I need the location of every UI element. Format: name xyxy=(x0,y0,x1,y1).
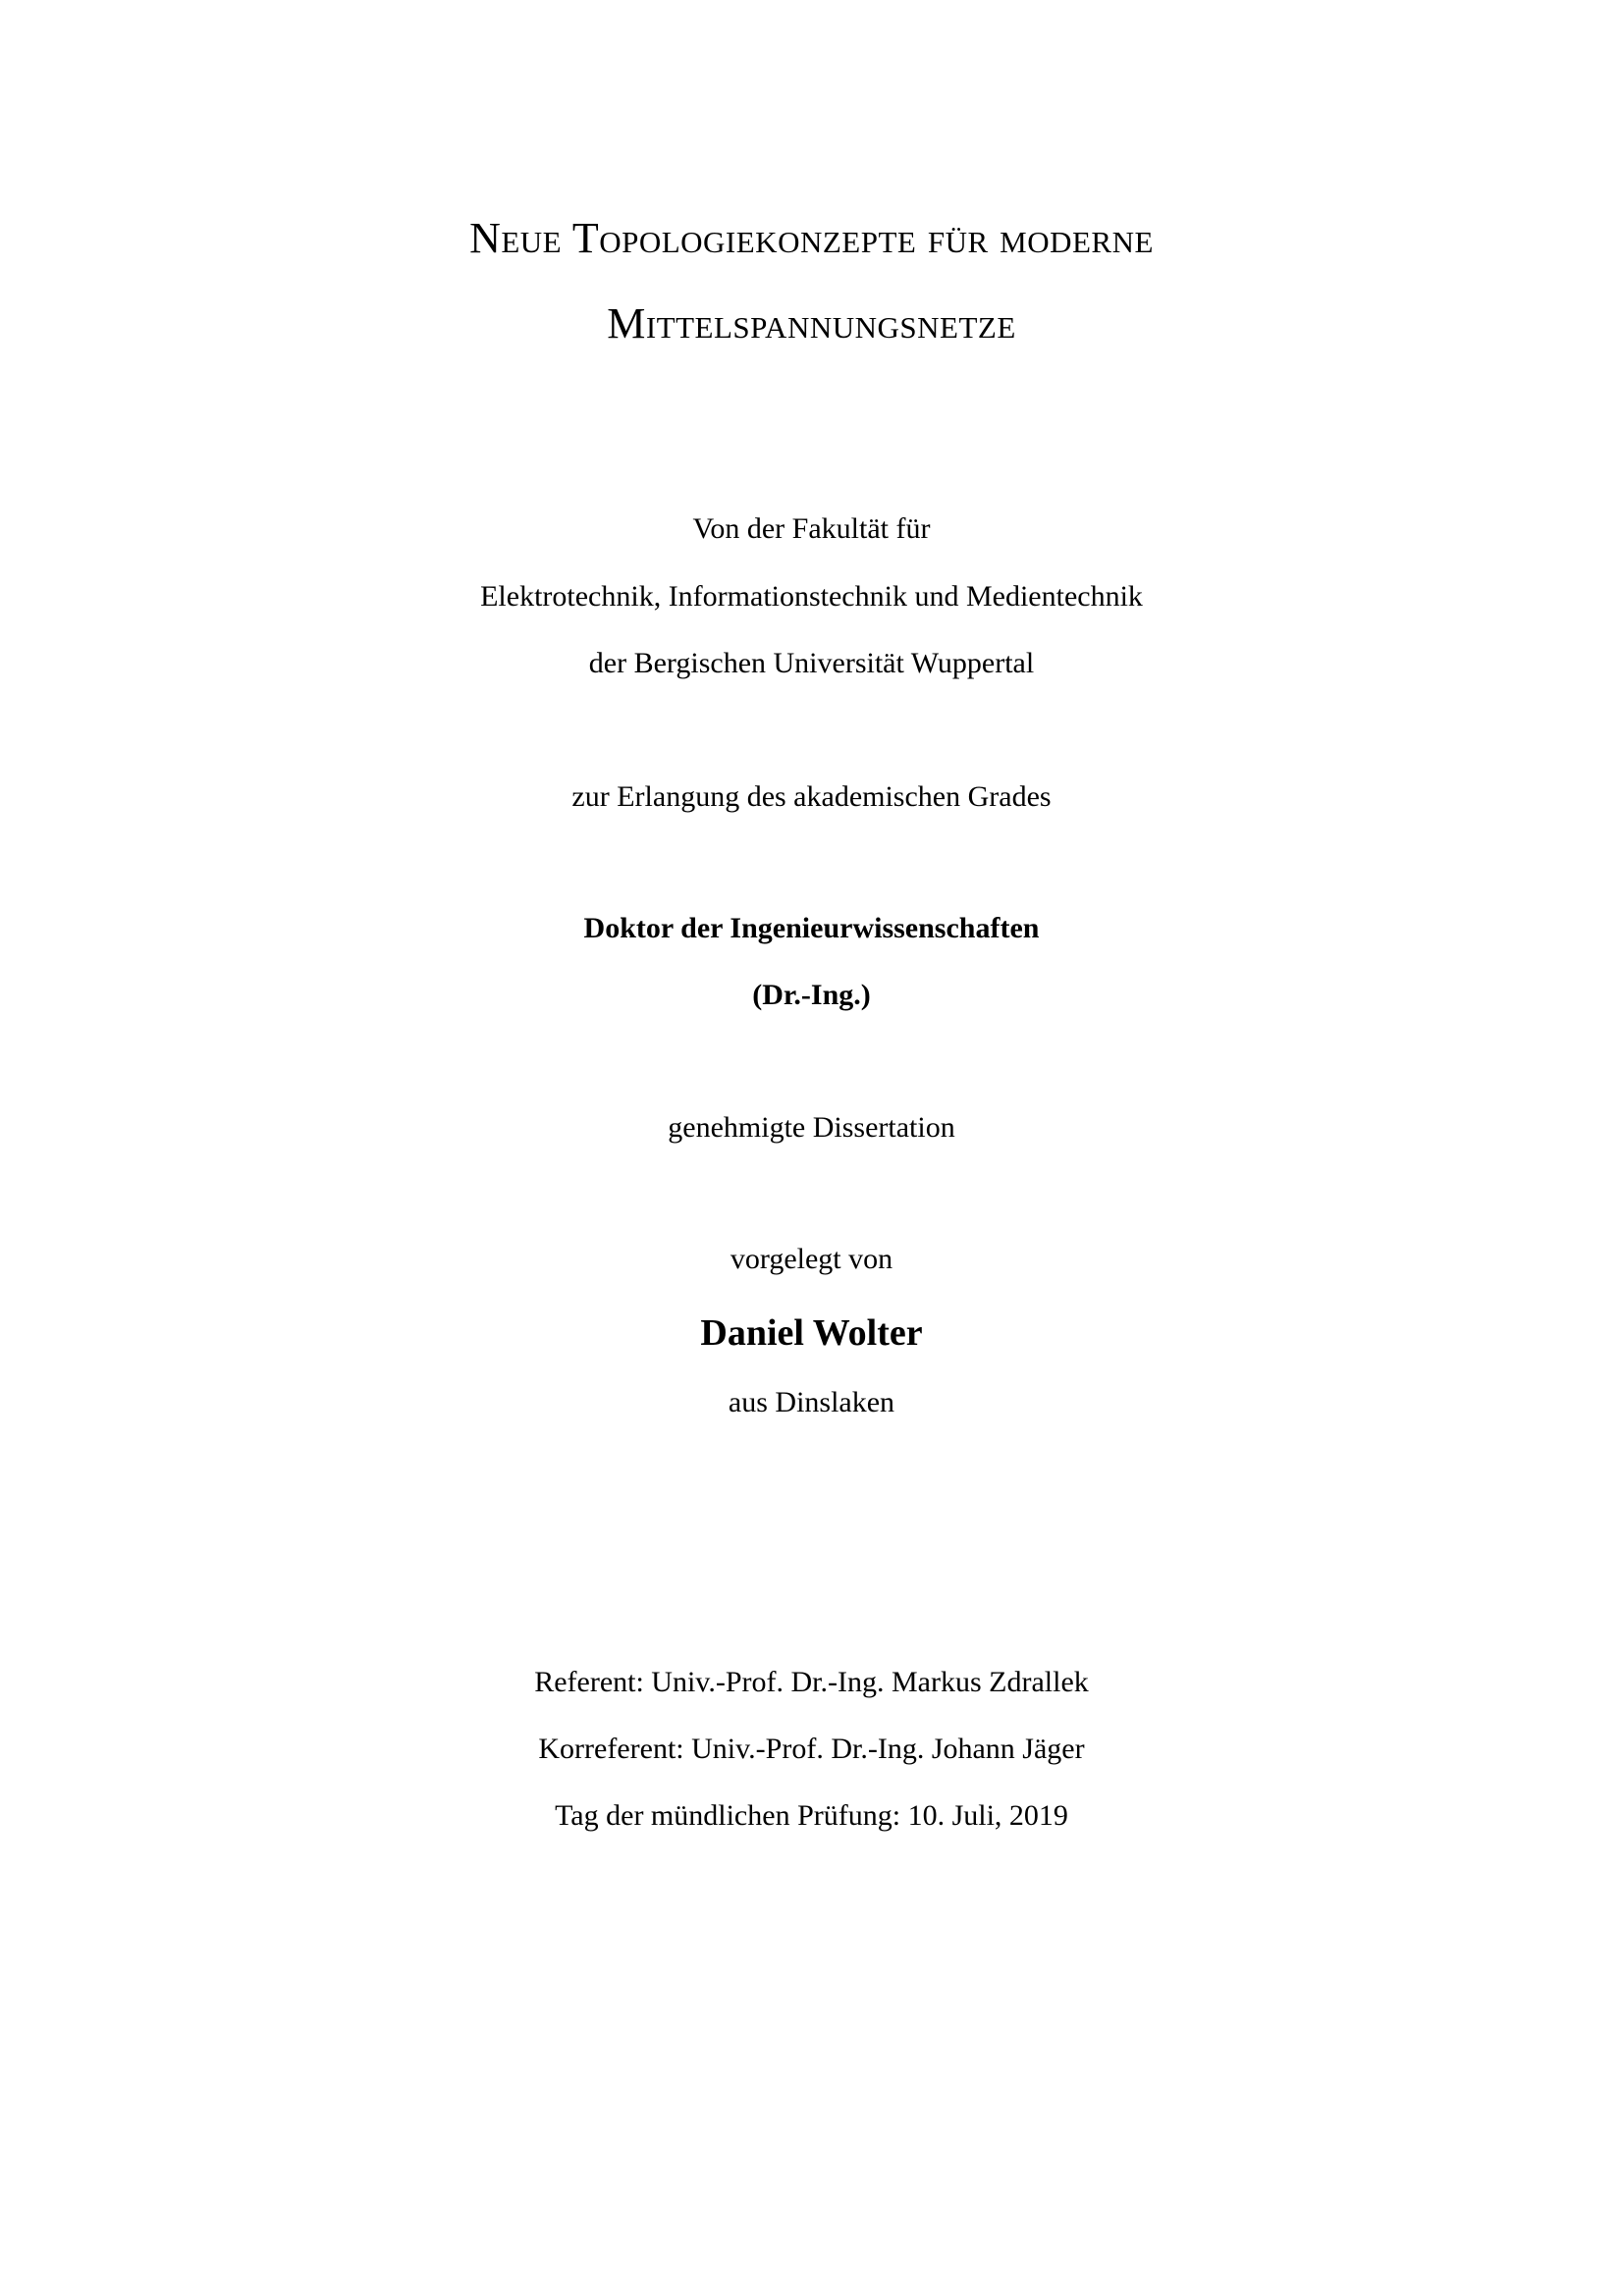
exam-date: Tag der mündlichen Prüfung: 10. Juli, 2019 xyxy=(555,1799,1068,1832)
degree-abbreviation: (Dr.-Ing.) xyxy=(752,979,871,1011)
author-origin: aus Dinslaken xyxy=(728,1386,895,1418)
faculty-line-1: Von der Fakultät für xyxy=(692,512,931,545)
korreferent: Korreferent: Univ.-Prof. Dr.-Ing. Johann Jäger xyxy=(538,1733,1085,1765)
thesis-title-line-1: Neue Topologiekonzepte für moderne xyxy=(469,214,1154,262)
submitted-by: vorgelegt von xyxy=(730,1243,893,1275)
faculty-line-3: der Bergischen Universität Wuppertal xyxy=(588,647,1035,679)
degree-intro: zur Erlangung des akademischen Grades xyxy=(571,780,1052,813)
thesis-title-line-2: Mittelspannungsnetze xyxy=(607,299,1016,347)
faculty-line-2: Elektrotechnik, Informationstechnik und Medientechnik xyxy=(480,580,1143,613)
author-name: Daniel Wolter xyxy=(700,1312,923,1354)
referent: Referent: Univ.-Prof. Dr.-Ing. Markus Zdrallek xyxy=(534,1666,1089,1698)
degree-name: Doktor der Ingenieurwissenschaften xyxy=(583,912,1040,944)
dissertation-label: genehmigte Dissertation xyxy=(668,1111,955,1144)
